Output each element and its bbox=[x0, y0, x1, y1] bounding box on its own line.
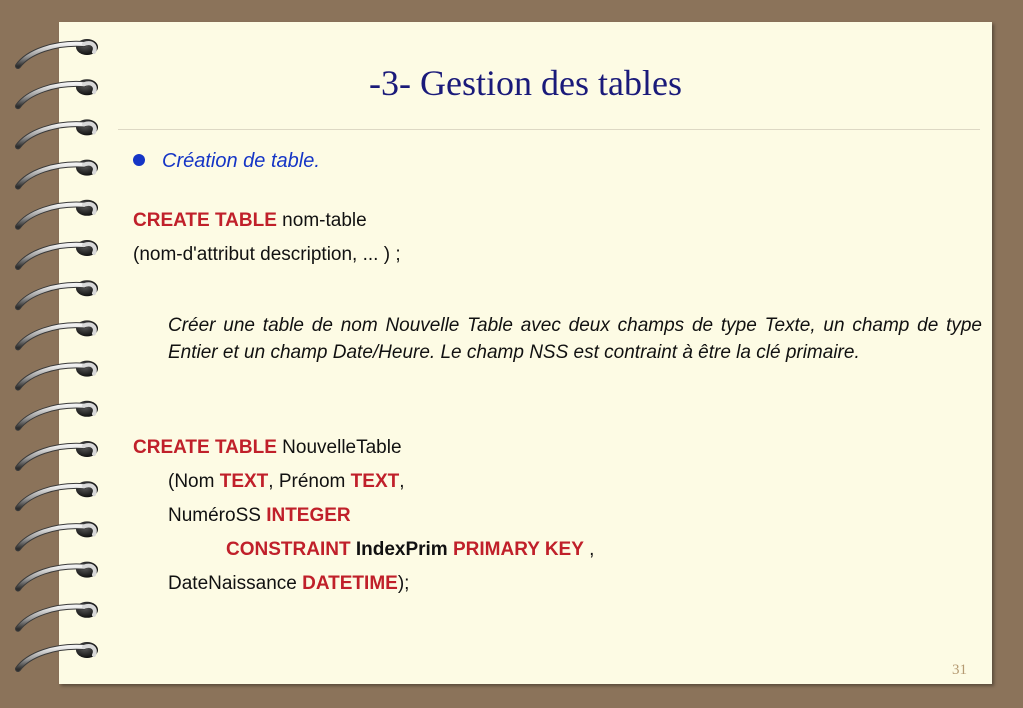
spiral-ring bbox=[18, 562, 98, 589]
spiral-ring bbox=[18, 200, 98, 227]
constraint-name: IndexPrim bbox=[350, 539, 453, 560]
field-datenaissance: DateNaissance bbox=[168, 573, 303, 594]
example-table-name: NouvelleTable bbox=[276, 437, 402, 458]
description-paragraph: Créer une table de nom Nouvelle Table avec deux champs de type Texte, un champ de type Entier et un champ Date/Heure. Le champ NSS est contraint à être la clé primaire. bbox=[168, 315, 982, 363]
spiral-ring bbox=[18, 481, 98, 508]
bullet-text: Création de table. bbox=[162, 150, 320, 172]
spiral-ring bbox=[18, 521, 98, 548]
page-number: 31 bbox=[952, 662, 967, 678]
field-prenom: , Prénom bbox=[268, 471, 351, 492]
field-nom: (Nom bbox=[168, 471, 220, 492]
example-line-1 bbox=[133, 437, 402, 459]
keyword-datetime: DATETIME bbox=[302, 573, 398, 594]
spiral-ring bbox=[18, 240, 98, 267]
slide-title: -3- Gestion des tables bbox=[369, 63, 682, 103]
bullet-item bbox=[133, 150, 320, 173]
spiral-ring bbox=[18, 361, 98, 388]
spiral-ring bbox=[18, 602, 98, 629]
spiral-ring bbox=[18, 401, 98, 428]
example-line-5 bbox=[168, 573, 409, 595]
closing-paren: ); bbox=[397, 573, 410, 594]
bullet-dot-icon bbox=[133, 154, 145, 166]
keyword-text: TEXT bbox=[219, 471, 269, 492]
keyword-integer: INTEGER bbox=[266, 505, 351, 526]
example-line-3 bbox=[168, 505, 351, 527]
keyword-constraint: CONSTRAINT bbox=[226, 539, 351, 560]
keyword-create-table: CREATE TABLE bbox=[133, 210, 277, 231]
spiral-ring bbox=[18, 160, 98, 187]
spiral-ring bbox=[18, 320, 98, 347]
example-line-2 bbox=[168, 471, 405, 493]
spiral-ring bbox=[18, 642, 98, 669]
syntax-table-name: nom-table bbox=[276, 210, 367, 231]
keyword-text: TEXT bbox=[350, 471, 400, 492]
field-numeross: NuméroSS bbox=[168, 505, 267, 526]
comma: , bbox=[583, 539, 595, 560]
syntax-line-2: (nom-d'attribut description, ... ) ; bbox=[133, 244, 401, 265]
title-divider bbox=[118, 129, 980, 130]
spiral-ring bbox=[18, 280, 98, 307]
spiral-binding bbox=[0, 0, 110, 708]
spiral-ring bbox=[18, 119, 98, 146]
syntax-line-1 bbox=[133, 210, 367, 232]
spiral-ring bbox=[18, 441, 98, 468]
keyword-primary-key: PRIMARY KEY bbox=[452, 539, 584, 560]
keyword-create-table: CREATE TABLE bbox=[133, 437, 277, 458]
example-line-4 bbox=[226, 539, 594, 561]
comma: , bbox=[399, 471, 405, 492]
